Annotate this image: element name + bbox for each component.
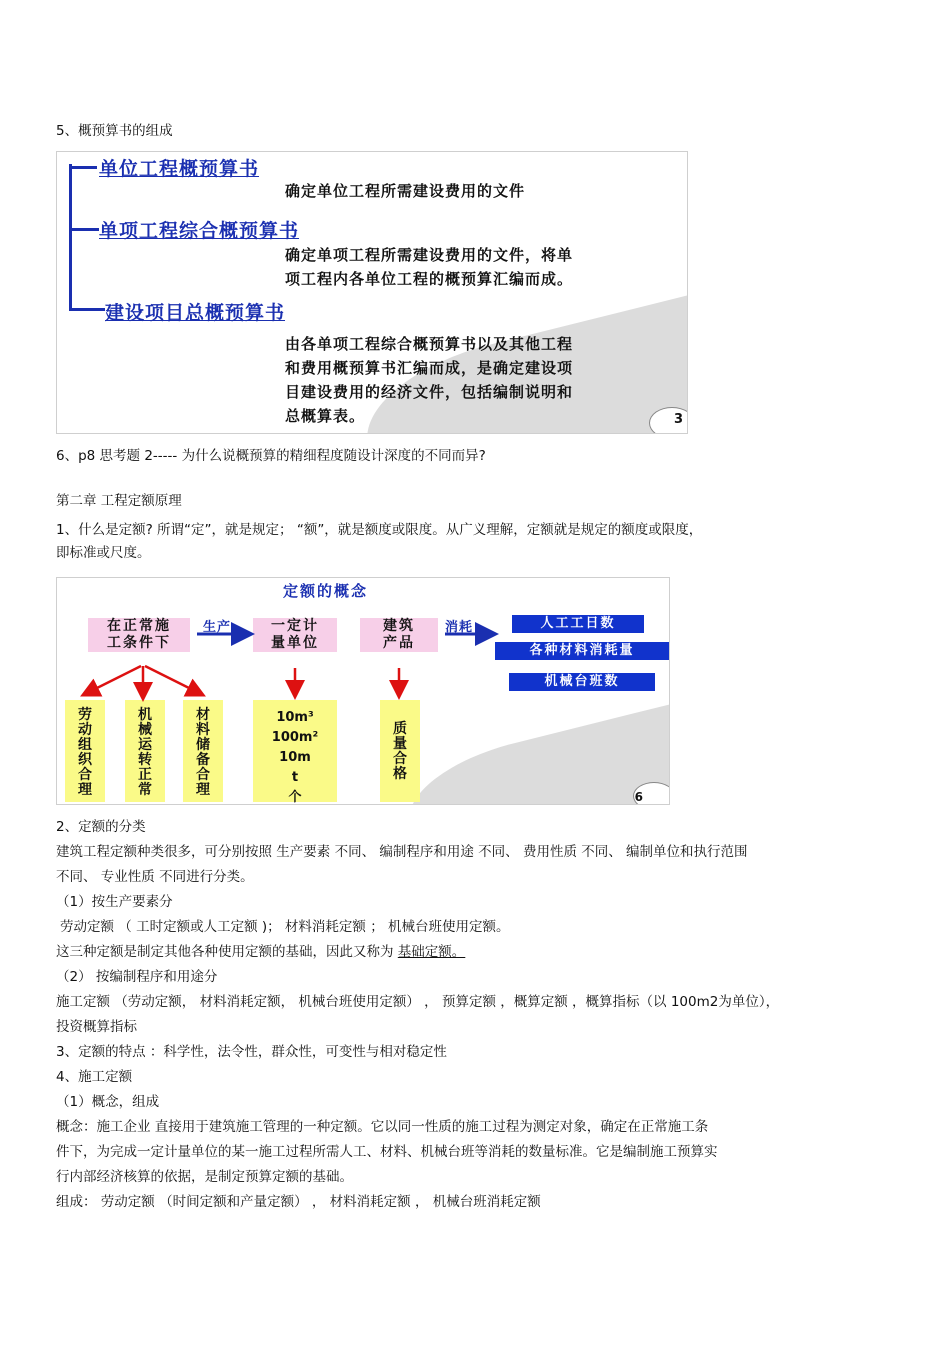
unit-item: 10m bbox=[279, 750, 311, 765]
box-line: 一定计 bbox=[271, 618, 319, 634]
desc-line: 和费用概预算书汇编而成，是确定建设项 bbox=[285, 359, 574, 377]
vertical-char: 合 bbox=[393, 751, 407, 767]
vertical-char: 合 bbox=[78, 767, 92, 783]
vertical-char: 织 bbox=[78, 752, 92, 768]
paragraph-line: 组成： 劳动定额 （时间定额和产量定额） ， 材料消耗定额 ， 机械台班消耗定额 bbox=[56, 1194, 541, 1210]
paragraph-line: 件下，为完成一定计量单位的某一施工过程所需人工、材料、机械台班等消耗的数量标准。它是编制施工预算实 bbox=[56, 1144, 718, 1160]
paragraph-line bbox=[56, 943, 465, 961]
box-line: 工条件下 bbox=[107, 635, 171, 651]
section-heading: 6、p8 思考题 2----- 为什么说概预算的精细程度随设计深度的不同而异? bbox=[56, 448, 486, 464]
vertical-char: 运 bbox=[138, 737, 152, 753]
desc-line: 确定单项工程所需建设费用的文件，将单 bbox=[285, 246, 574, 264]
note-text: 这三种定额是制定其他各种使用定额的基础，因此又称为 bbox=[56, 944, 398, 960]
vertical-char: 备 bbox=[196, 752, 210, 768]
paragraph-line: 即标准或尺度。 bbox=[56, 545, 151, 561]
section-heading: 5、概预算书的组成 bbox=[56, 123, 173, 139]
vertical-char: 质 bbox=[393, 721, 407, 737]
unit-project-heading: 单位工程概预算书 bbox=[99, 158, 260, 180]
machine-shifts-box: 机械台班数 bbox=[509, 673, 655, 691]
paragraph-line: 建筑工程定额种类很多，可分别按照 生产要素 不同、 编制程序和用途 不同、 费用性质 不同、 编制单位和执行范围 bbox=[56, 844, 748, 860]
box-line: 量单位 bbox=[271, 635, 319, 651]
tree-branch bbox=[69, 308, 105, 311]
tree-branch bbox=[69, 228, 99, 231]
vertical-char: 理 bbox=[196, 782, 210, 798]
arrow-to-material bbox=[145, 666, 197, 692]
paragraph-line: 行内部经济核算的依据，是制定预算定额的基础。 bbox=[56, 1169, 353, 1185]
basic-quota-term: 基础定额。 bbox=[397, 944, 466, 960]
paragraph-line: 不同、 专业性质 不同进行分类。 bbox=[56, 869, 254, 885]
vertical-char: 合 bbox=[196, 767, 210, 783]
section-heading: 4、施工定额 bbox=[56, 1069, 133, 1085]
labor-days-box: 人工工日数 bbox=[512, 615, 644, 633]
slide-number: 3 bbox=[673, 412, 683, 427]
desc-line: 由各单项工程综合概预算书以及其他工程 bbox=[285, 335, 574, 353]
unit-project-desc bbox=[285, 179, 525, 203]
single-project-desc bbox=[285, 243, 573, 291]
quota-concept-figure bbox=[56, 577, 670, 805]
vertical-char: 正 bbox=[138, 767, 152, 783]
vertical-char: 料 bbox=[196, 722, 210, 738]
budget-composition-figure bbox=[56, 151, 688, 434]
unit-item: 个 bbox=[288, 790, 302, 805]
unit-item: t bbox=[291, 770, 299, 785]
box-line: 在正常施 bbox=[107, 618, 171, 634]
chapter-title: 第二章 工程定额原理 bbox=[56, 493, 182, 509]
subheading: （1）概念，组成 bbox=[56, 1094, 160, 1110]
paragraph-line: 1、什么是定额? 所谓“定”，就是规定； “额”，就是额度或限度。从广义理解，定额就是规定的额度或限度， bbox=[56, 522, 703, 538]
construction-project-desc bbox=[285, 332, 573, 428]
slide-number: 6 bbox=[634, 790, 643, 804]
arrows-layer bbox=[57, 578, 669, 804]
unit-item: 10m³ bbox=[276, 710, 314, 725]
single-project-heading: 单项工程综合概预算书 bbox=[99, 220, 300, 242]
subheading: （2） 按编制程序和用途分 bbox=[56, 969, 218, 985]
material-consumption-box: 各种材料消耗量 bbox=[495, 642, 669, 660]
box-line: 产品 bbox=[383, 635, 415, 651]
tree-branch bbox=[69, 166, 97, 169]
vertical-char: 动 bbox=[78, 722, 92, 738]
consume-label: 消耗 bbox=[445, 620, 474, 635]
vertical-char: 组 bbox=[78, 737, 92, 753]
vertical-char: 格 bbox=[393, 766, 407, 782]
vertical-char: 械 bbox=[138, 722, 152, 738]
subheading: （1）按生产要素分 bbox=[56, 894, 173, 910]
desc-line: 确定单位工程所需建设费用的文件 bbox=[285, 182, 526, 200]
construction-project-heading: 建设项目总概预算书 bbox=[105, 302, 286, 324]
vertical-char: 转 bbox=[138, 752, 152, 768]
figure-title: 定额的概念 bbox=[283, 582, 369, 600]
vertical-char: 常 bbox=[138, 782, 152, 798]
section-heading: 3、定额的特点 ：科学性，法令性，群众性，可变性与相对稳定性 bbox=[56, 1044, 447, 1060]
vertical-char: 量 bbox=[393, 736, 407, 752]
produce-label: 生产 bbox=[203, 620, 232, 635]
vertical-char: 劳 bbox=[78, 707, 92, 723]
section-heading: 2、定额的分类 bbox=[56, 819, 146, 835]
unit-item: 100m² bbox=[271, 730, 319, 745]
paragraph-line: 概念：施工企业 直接用于建筑施工管理的一种定额。它以同一性质的施工过程为测定对象，确定在正常施工条 bbox=[56, 1119, 709, 1135]
arrow-to-labor bbox=[89, 666, 141, 692]
vertical-char: 储 bbox=[196, 737, 210, 753]
desc-line: 目建设费用的经济文件，包括编制说明和 bbox=[285, 383, 574, 401]
desc-line: 总概算表。 bbox=[285, 407, 366, 425]
vertical-char: 理 bbox=[78, 782, 92, 798]
paragraph-line: 投资概算指标 bbox=[56, 1019, 137, 1035]
paragraph-line: 劳动定额 （ 工时定额或人工定额 )； 材料消耗定额 ； 机械台班使用定额。 bbox=[60, 919, 510, 935]
vertical-char: 材 bbox=[196, 707, 210, 723]
desc-line: 项工程内各单位工程的概预算汇编而成。 bbox=[285, 270, 574, 288]
paragraph-line: 施工定额 （劳动定额， 材料消耗定额， 机械台班使用定额） ， 预算定额 ，概算定额 ，概算指标（以 100m2为单位）， bbox=[56, 994, 780, 1010]
tree-trunk bbox=[69, 164, 72, 310]
vertical-char: 机 bbox=[138, 707, 152, 723]
box-line: 建筑 bbox=[383, 618, 415, 634]
